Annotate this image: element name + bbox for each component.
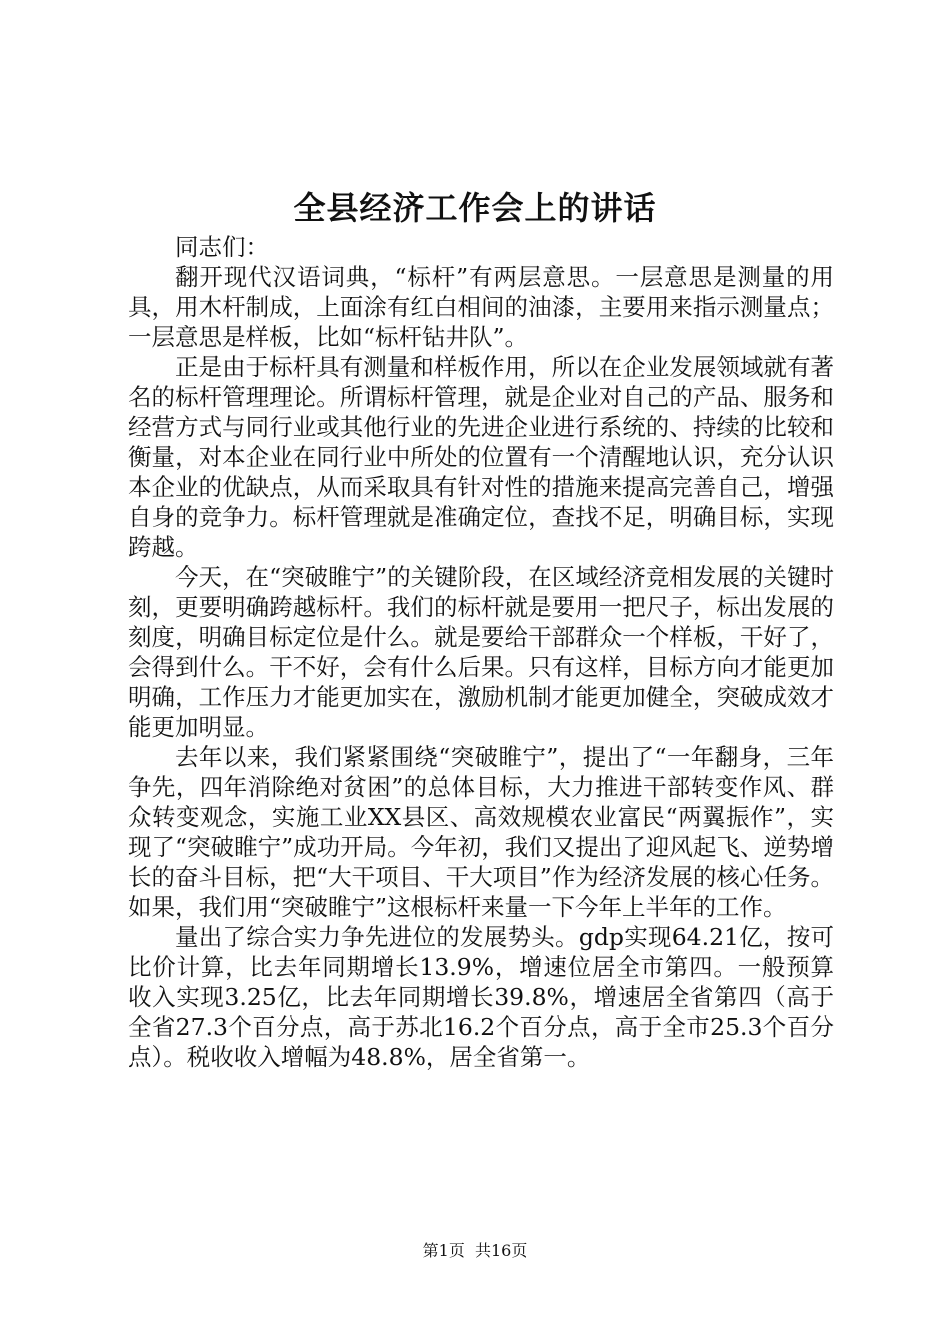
salutation-paragraph: 同志们： — [175, 233, 269, 261]
page-footer — [0, 1240, 950, 1262]
body-paragraph: 正是由于标杆具有测量和样板作用，所以在企业发展领域就有著名的标杆管理理论。所谓标杆管理，就是企业对自己的产品、服务和经营方式与同行业或其他行业的先进企业进行系统的、持续的比较和衡量，对本企业在同行业中所处的位置有一个清醒地认识，充分认识本企业的优缺点，从而采取具有针对性的措施来提高完善自己，增强自身的竞争力。标杆管理就是准确定位，查找不足，明确目标，实现跨越。 — [128, 353, 834, 561]
body-paragraph: 翻开现代汉语词典，“标杆”有两层意思。一层意思是测量的用具，用木杆制成，上面涂有红白相间的油漆，主要用来指示测量点；一层意思是样板，比如“标杆钻井队”。 — [128, 263, 834, 351]
document-body — [128, 232, 834, 1072]
document-title: 全县经济工作会上的讲话 — [293, 189, 657, 227]
page-number: 第1页 共16页 — [422, 1241, 528, 1260]
body-paragraph: 今天，在“突破睢宁”的关键阶段，在区域经济竞相发展的关键时刻，更要明确跨越标杆。我们的标杆就是要用一把尺子，标出发展的刻度，明确目标定位是什么。就是要给干部群众一个样板，干好了，会得到什么。干不好，会有什么后果。只有这样，目标方向才能更加明确，工作压力才能更加实在，激励机制才能更加健全，突破成效才能更加明显。 — [128, 563, 834, 741]
body-paragraph: 量出了综合实力争先进位的发展势头。gdp实现64.21亿，按可比价计算，比去年同期增长13.9%，增速位居全市第四。一般预算收入实现3.25亿，比去年同期增长39.8%，增速居全省第四（高于全省27.3个百分点，高于苏北16.2个百分点，高于全市25.3个百分点）。税收收入增幅为48.8%，居全省第一。 — [128, 923, 834, 1071]
body-paragraph: 去年以来，我们紧紧围绕“突破睢宁”，提出了“一年翻身，三年争先，四年消除绝对贫困”的总体目标，大力推进干部转变作风、群众转变观念，实施工业XX县区、高效规模农业富民“两翼振作”，实现了“突破睢宁”成功开局。今年初，我们又提出了迎风起飞、逆势增长的奋斗目标，把“大干项目、干大项目”作为经济发展的核心任务。如果，我们用“突破睢宁”这根标杆来量一下今年上半年的工作。 — [128, 743, 834, 921]
